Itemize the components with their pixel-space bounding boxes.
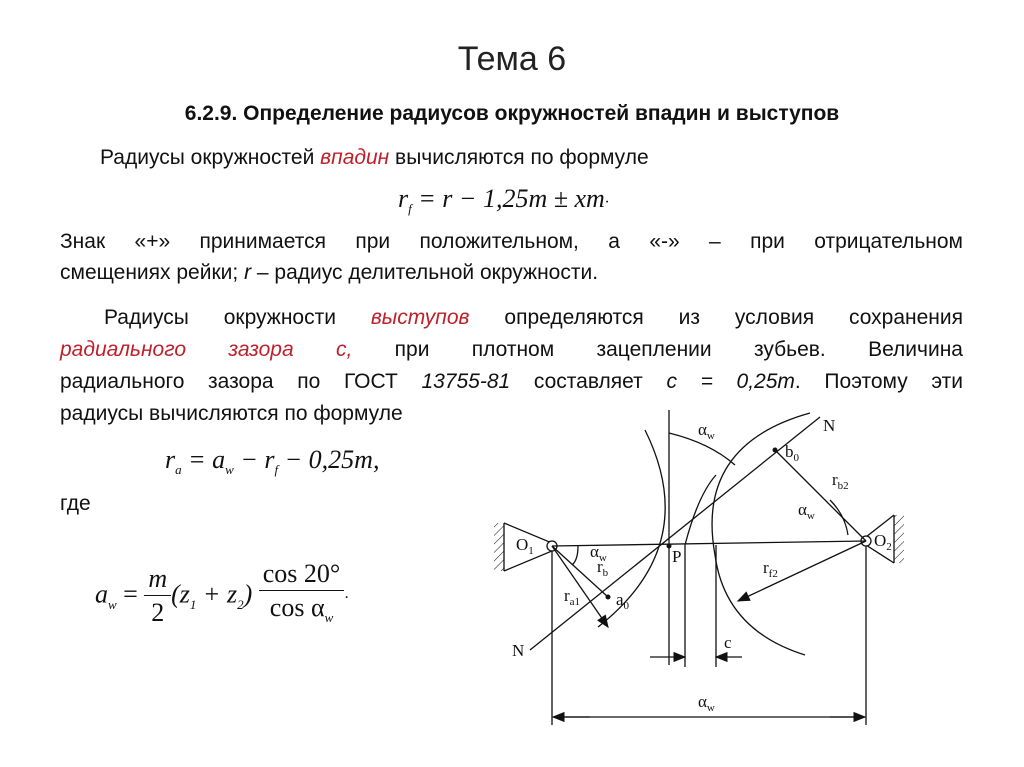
text: определяются из условия сохранения <box>469 306 963 329</box>
text: при плотном зацеплении зубьев. Величина <box>352 338 963 361</box>
paren-z: (z <box>171 579 190 609</box>
gear-mesh-diagram <box>480 405 1020 750</box>
highlight-tip: выступов <box>370 306 470 329</box>
label-rb: $r_b$ <box>597 557 609 579</box>
paragraph-tip-line1 <box>60 302 963 333</box>
line-o1-o2 <box>552 541 866 546</box>
tooth-flank <box>685 475 716 545</box>
dot: · <box>604 194 609 211</box>
label-n-bottom: N <box>512 641 525 660</box>
denominator-cos-alpha: cos α <box>269 593 325 622</box>
label-rf2: $r_{f2}$ <box>763 558 778 580</box>
paragraph-root-radii <box>100 142 649 173</box>
where-label: где <box>60 492 91 515</box>
numerator-m: m <box>144 563 171 596</box>
label-p: P <box>672 547 682 566</box>
angle-arc-left <box>572 546 578 565</box>
text: смещениях рейки; <box>60 261 245 284</box>
paren-close: ) <box>243 579 253 609</box>
point-b0 <box>773 448 778 453</box>
label-aw-bottom: $\alpha_w$ <box>698 692 715 714</box>
clearance-value: с = 0,25т <box>666 370 795 393</box>
sub-a: a <box>175 462 182 478</box>
sub-2: 2 <box>237 596 244 612</box>
label-a0: $a_0$ <box>616 590 630 612</box>
text: Радиусы окружностей <box>100 146 321 169</box>
text: радиального зазора по ГОСТ <box>60 370 422 393</box>
paragraph-tip-line4: радиусы вычисляются по формуле <box>60 402 403 425</box>
fraction-m-2 <box>144 563 171 630</box>
sub-f: f <box>274 462 279 478</box>
paragraph-sign-line2 <box>60 257 598 288</box>
label-c: c <box>724 633 732 652</box>
sub-w: w <box>108 596 117 612</box>
text: – радиус делительной окружности. <box>251 261 599 284</box>
fraction-cos <box>259 558 345 635</box>
paragraph-tip-line2 <box>60 334 963 365</box>
comma: , <box>372 445 380 474</box>
angle-arc-right <box>830 500 848 535</box>
text: составляет <box>510 370 667 393</box>
formula-rhs: = r − 1,25m ± xm <box>418 184 605 213</box>
slide-title: Тема 6 <box>457 40 567 78</box>
radius-rf2 <box>738 541 866 601</box>
var-a: a <box>95 579 108 609</box>
point-p <box>667 544 672 549</box>
eq: = <box>123 579 138 609</box>
minus-r: − r <box>233 445 275 474</box>
label-o2: $O_2$ <box>874 531 892 553</box>
text: Радиусы окружности <box>104 306 371 329</box>
text: . Поэтому эти <box>794 370 963 393</box>
var-r: r <box>244 261 252 284</box>
label-ra1: $r_{a1}$ <box>564 586 581 608</box>
plus-z: + z <box>196 579 238 609</box>
label-aw-right: $\alpha_w$ <box>798 500 815 522</box>
arc-gear2 <box>712 413 810 655</box>
label-aw-left: $\alpha_w$ <box>590 542 607 564</box>
dot: · <box>344 589 349 607</box>
hatch-right <box>894 515 904 563</box>
label-b0: $b_0$ <box>785 442 799 464</box>
hatch-left <box>494 523 504 571</box>
var-r: r <box>165 445 176 474</box>
highlight-clearance: радиального зазора с, <box>60 338 353 361</box>
label-o1: $O_1$ <box>516 535 534 557</box>
eq-a: = a <box>181 445 226 474</box>
var-r: r <box>398 184 409 213</box>
label-rb2: $r_{b2}$ <box>832 470 849 492</box>
text: вычисляются по формуле <box>389 146 649 169</box>
gost-number: 13755-81 <box>421 370 511 393</box>
paragraph-tip-line3 <box>60 366 963 397</box>
tail: − 0,25m <box>278 445 373 474</box>
formula-center-distance <box>95 558 348 635</box>
paragraph-sign-line1: Знак «+» принимается при положительном, а «-» – при отрицательном <box>60 230 963 253</box>
radius-rb2 <box>775 450 866 541</box>
sub-w: w <box>324 610 334 626</box>
sub-f: f <box>408 201 412 217</box>
label-aw-top: $\alpha_w$ <box>698 420 715 442</box>
sub-w: w <box>225 462 234 478</box>
formula-tip-radius <box>165 445 379 478</box>
numerator-cos20: cos 20° <box>259 558 345 591</box>
highlight-root: впадин <box>320 146 390 169</box>
point-a0 <box>606 595 611 600</box>
formula-root-radius <box>398 184 609 217</box>
label-n-top: N <box>823 416 836 435</box>
section-subtitle: 6.2.9. Определение радиусов окружностей впадин и выступов <box>184 102 840 125</box>
sub-1: 1 <box>189 596 197 612</box>
denominator-2: 2 <box>151 598 165 628</box>
